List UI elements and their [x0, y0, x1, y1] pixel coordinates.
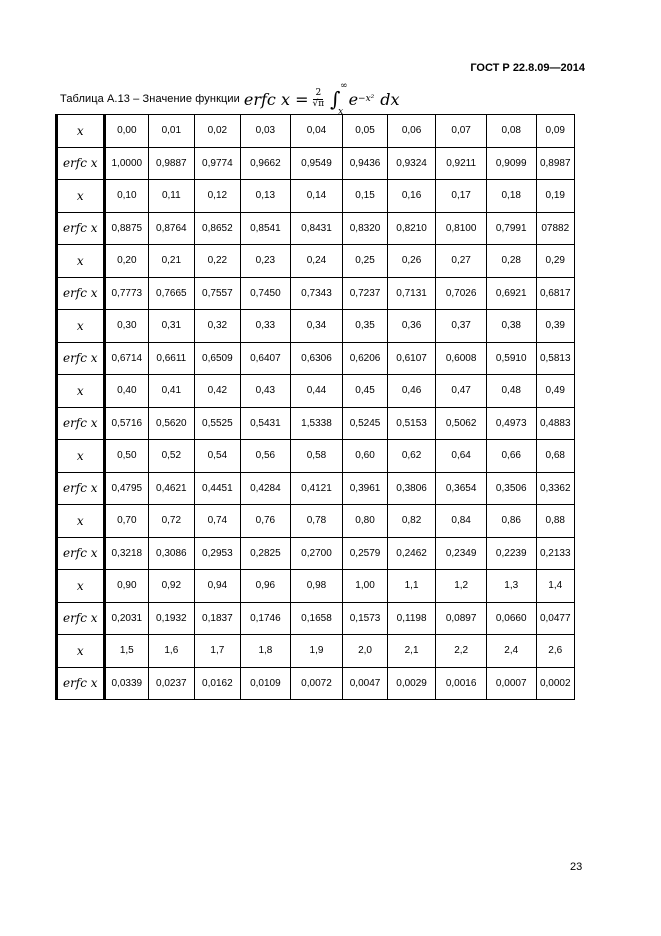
erfc-value-cell: 0,2031 — [104, 602, 149, 635]
erfc-value-cell: 0,3961 — [343, 472, 388, 505]
x-row — [57, 375, 575, 408]
integral-upper-limit: ∞ — [340, 81, 348, 91]
x-label-cell: x — [57, 180, 105, 213]
erfc-value-cell: 0,2133 — [536, 537, 575, 570]
x-value-cell: 0,48 — [486, 375, 536, 408]
x-value-cell: 0,35 — [343, 310, 388, 343]
x-value-cell: 0,49 — [536, 375, 575, 408]
erfc-value-cell: 0,1573 — [343, 602, 388, 635]
formula-exponent: −x² — [358, 94, 375, 104]
erfc-value-cell: 0,7557 — [194, 277, 241, 310]
x-value-cell: 0,98 — [290, 570, 343, 603]
erfc-row — [57, 407, 575, 440]
x-value-cell: 0,82 — [387, 505, 436, 538]
erfc-row — [57, 277, 575, 310]
x-value-cell: 1,8 — [241, 635, 291, 668]
x-value-cell: 0,38 — [486, 310, 536, 343]
erfc-value-cell: 0,0072 — [290, 667, 343, 700]
erfc-value-cell: 0,7237 — [343, 277, 388, 310]
x-row — [57, 180, 575, 213]
erfc-value-cell: 0,5431 — [241, 407, 291, 440]
x-value-cell: 0,14 — [290, 180, 343, 213]
erfc-value-cell: 0,8652 — [194, 212, 241, 245]
x-value-cell: 0,05 — [343, 115, 388, 148]
erfc-value-cell: 0,0047 — [343, 667, 388, 700]
x-value-cell: 0,78 — [290, 505, 343, 538]
x-label-cell: x — [57, 505, 105, 538]
x-value-cell: 0,13 — [241, 180, 291, 213]
x-value-cell: 0,47 — [436, 375, 487, 408]
x-value-cell: 0,39 — [536, 310, 575, 343]
x-value-cell: 0,30 — [104, 310, 149, 343]
x-value-cell: 0,29 — [536, 245, 575, 278]
erfc-value-cell: 0,9324 — [387, 147, 436, 180]
erfc-value-cell: 0,3654 — [436, 472, 487, 505]
erfc-value-cell: 0,5245 — [343, 407, 388, 440]
x-value-cell: 0,86 — [486, 505, 536, 538]
erfc-value-cell: 0,2579 — [343, 537, 388, 570]
x-label-cell: x — [57, 440, 105, 473]
erfc-value-cell: 0,7450 — [241, 277, 291, 310]
x-value-cell: 0,15 — [343, 180, 388, 213]
x-value-cell: 1,1 — [387, 570, 436, 603]
x-label-cell: x — [57, 635, 105, 668]
x-value-cell: 0,92 — [149, 570, 195, 603]
erfc-value-cell: 0,1746 — [241, 602, 291, 635]
erfc-value-cell: 0,5153 — [387, 407, 436, 440]
x-value-cell: 0,18 — [486, 180, 536, 213]
x-value-cell: 0,23 — [241, 245, 291, 278]
erfc-row — [57, 667, 575, 700]
x-value-cell: 2,2 — [436, 635, 487, 668]
erfc-value-cell: 0,3362 — [536, 472, 575, 505]
x-value-cell: 0,11 — [149, 180, 195, 213]
x-row — [57, 310, 575, 343]
x-value-cell: 0,07 — [436, 115, 487, 148]
x-value-cell: 0,33 — [241, 310, 291, 343]
erfc-label-cell: erfc x — [57, 667, 105, 700]
x-value-cell: 0,96 — [241, 570, 291, 603]
erfc-value-cell: 0,7665 — [149, 277, 195, 310]
x-value-cell: 1,4 — [536, 570, 575, 603]
caption-text: Таблица А.13 – Значение функции — [60, 93, 240, 105]
erfc-value-cell: 0,8875 — [104, 212, 149, 245]
erfc-label-cell: erfc x — [57, 277, 105, 310]
table-caption — [60, 82, 400, 116]
erfc-row — [57, 602, 575, 635]
erfc-row — [57, 212, 575, 245]
erfc-value-cell: 0,0109 — [241, 667, 291, 700]
erfc-value-cell: 0,2349 — [436, 537, 487, 570]
x-value-cell: 0,94 — [194, 570, 241, 603]
erfc-value-cell: 0,7773 — [104, 277, 149, 310]
erfc-values-table — [55, 114, 575, 700]
x-value-cell: 0,10 — [104, 180, 149, 213]
erfc-value-cell: 0,6008 — [436, 342, 487, 375]
x-value-cell: 0,20 — [104, 245, 149, 278]
x-value-cell: 0,17 — [436, 180, 487, 213]
x-row — [57, 245, 575, 278]
erfc-value-cell: 0,7343 — [290, 277, 343, 310]
erfc-value-cell: 0,8764 — [149, 212, 195, 245]
erfc-row — [57, 147, 575, 180]
erfc-label-cell: erfc x — [57, 602, 105, 635]
erfc-value-cell: 0,6714 — [104, 342, 149, 375]
erfc-value-cell: 0,1198 — [387, 602, 436, 635]
x-value-cell: 0,60 — [343, 440, 388, 473]
x-value-cell: 1,7 — [194, 635, 241, 668]
erfc-value-cell: 0,9099 — [486, 147, 536, 180]
x-label-cell: x — [57, 570, 105, 603]
erfc-value-cell: 0,8431 — [290, 212, 343, 245]
x-value-cell: 0,62 — [387, 440, 436, 473]
formula-base: e — [348, 89, 359, 109]
erfc-value-cell: 0,4121 — [290, 472, 343, 505]
erfc-value-cell: 0,3086 — [149, 537, 195, 570]
x-value-cell: 0,19 — [536, 180, 575, 213]
x-value-cell: 0,66 — [486, 440, 536, 473]
erfc-value-cell: 0,6611 — [149, 342, 195, 375]
x-value-cell: 0,22 — [194, 245, 241, 278]
erfc-value-cell: 0,7026 — [436, 277, 487, 310]
x-value-cell: 1,00 — [343, 570, 388, 603]
erfc-row — [57, 472, 575, 505]
erfc-value-cell: 0,2700 — [290, 537, 343, 570]
x-label-cell: x — [57, 310, 105, 343]
erfc-value-cell: 0,9774 — [194, 147, 241, 180]
erfc-value-cell: 0,6206 — [343, 342, 388, 375]
erfc-value-cell: 0,1837 — [194, 602, 241, 635]
erfc-value-cell: 1,5338 — [290, 407, 343, 440]
x-value-cell: 0,37 — [436, 310, 487, 343]
erfc-value-cell: 0,6509 — [194, 342, 241, 375]
erfc-value-cell: 0,0002 — [536, 667, 575, 700]
erfc-value-cell: 0,8541 — [241, 212, 291, 245]
x-value-cell: 0,52 — [149, 440, 195, 473]
erfc-value-cell: 0,9662 — [241, 147, 291, 180]
x-value-cell: 1,2 — [436, 570, 487, 603]
x-value-cell: 0,46 — [387, 375, 436, 408]
x-value-cell: 0,08 — [486, 115, 536, 148]
erfc-value-cell: 0,7991 — [486, 212, 536, 245]
erfc-value-cell: 0,4451 — [194, 472, 241, 505]
x-value-cell: 0,34 — [290, 310, 343, 343]
erfc-value-cell: 0,6107 — [387, 342, 436, 375]
erfc-value-cell: 0,0016 — [436, 667, 487, 700]
erfc-label-cell: erfc x — [57, 342, 105, 375]
x-label-cell: x — [57, 375, 105, 408]
erfc-value-cell: 0,1932 — [149, 602, 195, 635]
erfc-label-cell: erfc x — [57, 407, 105, 440]
erfc-value-cell: 0,5062 — [436, 407, 487, 440]
x-row — [57, 440, 575, 473]
x-value-cell: 0,41 — [149, 375, 195, 408]
erfc-value-cell: 0,5716 — [104, 407, 149, 440]
erfc-value-cell: 0,0339 — [104, 667, 149, 700]
x-row — [57, 505, 575, 538]
x-value-cell: 0,43 — [241, 375, 291, 408]
formula-lhs: erfc x = — [243, 89, 309, 109]
x-value-cell: 0,25 — [343, 245, 388, 278]
erfc-value-cell: 0,0029 — [387, 667, 436, 700]
x-value-cell: 0,03 — [241, 115, 291, 148]
x-value-cell: 0,12 — [194, 180, 241, 213]
table-body — [57, 115, 575, 700]
erfc-value-cell: 0,7131 — [387, 277, 436, 310]
x-value-cell: 0,84 — [436, 505, 487, 538]
x-value-cell: 0,45 — [343, 375, 388, 408]
erfc-value-cell: 0,5525 — [194, 407, 241, 440]
fraction-numerator: 2 — [315, 87, 322, 98]
x-value-cell: 0,88 — [536, 505, 575, 538]
erfc-value-cell: 0,0477 — [536, 602, 575, 635]
erfc-value-cell: 0,5620 — [149, 407, 195, 440]
x-row — [57, 570, 575, 603]
x-row — [57, 115, 575, 148]
erfc-value-cell: 0,3806 — [387, 472, 436, 505]
x-value-cell: 0,70 — [104, 505, 149, 538]
x-value-cell: 2,4 — [486, 635, 536, 668]
x-value-cell: 0,02 — [194, 115, 241, 148]
x-label-cell: x — [57, 115, 105, 148]
integral-sign: ∫ ∞ x — [330, 81, 348, 117]
erfc-value-cell: 0,4621 — [149, 472, 195, 505]
x-value-cell: 0,01 — [149, 115, 195, 148]
x-value-cell: 1,5 — [104, 635, 149, 668]
x-value-cell: 0,68 — [536, 440, 575, 473]
erfc-formula — [243, 81, 400, 117]
erfc-value-cell: 0,9211 — [436, 147, 487, 180]
x-value-cell: 0,26 — [387, 245, 436, 278]
erfc-value-cell: 1,0000 — [104, 147, 149, 180]
x-value-cell: 0,40 — [104, 375, 149, 408]
erfc-value-cell: 0,6407 — [241, 342, 291, 375]
x-value-cell: 0,56 — [241, 440, 291, 473]
x-value-cell: 0,04 — [290, 115, 343, 148]
standard-header: ГОСТ Р 22.8.09—2014 — [470, 62, 585, 74]
erfc-value-cell: 0,3218 — [104, 537, 149, 570]
erfc-value-cell: 0,0007 — [486, 667, 536, 700]
formula-dx: dx — [380, 89, 400, 109]
erfc-value-cell: 0,6306 — [290, 342, 343, 375]
erfc-value-cell: 0,2825 — [241, 537, 291, 570]
erfc-value-cell: 0,4284 — [241, 472, 291, 505]
erfc-value-cell: 0,6921 — [486, 277, 536, 310]
erfc-value-cell: 0,0660 — [486, 602, 536, 635]
x-value-cell: 0,06 — [387, 115, 436, 148]
x-value-cell: 0,24 — [290, 245, 343, 278]
erfc-value-cell: 07882 — [536, 212, 575, 245]
formula-fraction — [313, 89, 325, 110]
x-value-cell: 0,36 — [387, 310, 436, 343]
erfc-value-cell: 0,4883 — [536, 407, 575, 440]
erfc-value-cell: 0,5813 — [536, 342, 575, 375]
x-value-cell: 0,80 — [343, 505, 388, 538]
x-value-cell: 0,31 — [149, 310, 195, 343]
erfc-value-cell: 0,9887 — [149, 147, 195, 180]
x-value-cell: 1,6 — [149, 635, 195, 668]
x-value-cell: 1,9 — [290, 635, 343, 668]
x-value-cell: 0,21 — [149, 245, 195, 278]
x-value-cell: 0,16 — [387, 180, 436, 213]
x-value-cell: 0,58 — [290, 440, 343, 473]
fraction-denominator: √π — [312, 98, 325, 109]
x-value-cell: 0,50 — [104, 440, 149, 473]
erfc-value-cell: 0,0237 — [149, 667, 195, 700]
erfc-value-cell: 0,4973 — [486, 407, 536, 440]
page-number: 23 — [570, 861, 583, 873]
erfc-value-cell: 0,9436 — [343, 147, 388, 180]
x-row — [57, 635, 575, 668]
x-value-cell: 0,64 — [436, 440, 487, 473]
erfc-label-cell: erfc x — [57, 472, 105, 505]
erfc-label-cell: erfc x — [57, 537, 105, 570]
x-value-cell: 0,00 — [104, 115, 149, 148]
erfc-value-cell: 0,5910 — [486, 342, 536, 375]
erfc-value-cell: 0,8320 — [343, 212, 388, 245]
x-value-cell: 0,54 — [194, 440, 241, 473]
x-value-cell: 0,74 — [194, 505, 241, 538]
x-value-cell: 0,44 — [290, 375, 343, 408]
erfc-row — [57, 342, 575, 375]
x-value-cell: 1,3 — [486, 570, 536, 603]
integral-lower-limit: x — [338, 107, 344, 117]
x-value-cell: 0,09 — [536, 115, 575, 148]
erfc-value-cell: 0,8987 — [536, 147, 575, 180]
erfc-value-cell: 0,8100 — [436, 212, 487, 245]
erfc-value-cell: 0,8210 — [387, 212, 436, 245]
erfc-value-cell: 0,4795 — [104, 472, 149, 505]
erfc-value-cell: 0,2239 — [486, 537, 536, 570]
erfc-row — [57, 537, 575, 570]
erfc-value-cell: 0,9549 — [290, 147, 343, 180]
x-value-cell: 0,90 — [104, 570, 149, 603]
x-label-cell: x — [57, 245, 105, 278]
erfc-value-cell: 0,1658 — [290, 602, 343, 635]
erfc-value-cell: 0,2953 — [194, 537, 241, 570]
erfc-value-cell: 0,6817 — [536, 277, 575, 310]
x-value-cell: 2,1 — [387, 635, 436, 668]
x-value-cell: 2,6 — [536, 635, 575, 668]
x-value-cell: 0,42 — [194, 375, 241, 408]
x-value-cell: 2,0 — [343, 635, 388, 668]
x-value-cell: 0,27 — [436, 245, 487, 278]
erfc-value-cell: 0,0897 — [436, 602, 487, 635]
erfc-value-cell: 0,2462 — [387, 537, 436, 570]
erfc-value-cell: 0,0162 — [194, 667, 241, 700]
x-value-cell: 0,32 — [194, 310, 241, 343]
erfc-label-cell: erfc x — [57, 212, 105, 245]
erfc-value-cell: 0,3506 — [486, 472, 536, 505]
x-value-cell: 0,28 — [486, 245, 536, 278]
x-value-cell: 0,72 — [149, 505, 195, 538]
x-value-cell: 0,76 — [241, 505, 291, 538]
erfc-label-cell: erfc x — [57, 147, 105, 180]
